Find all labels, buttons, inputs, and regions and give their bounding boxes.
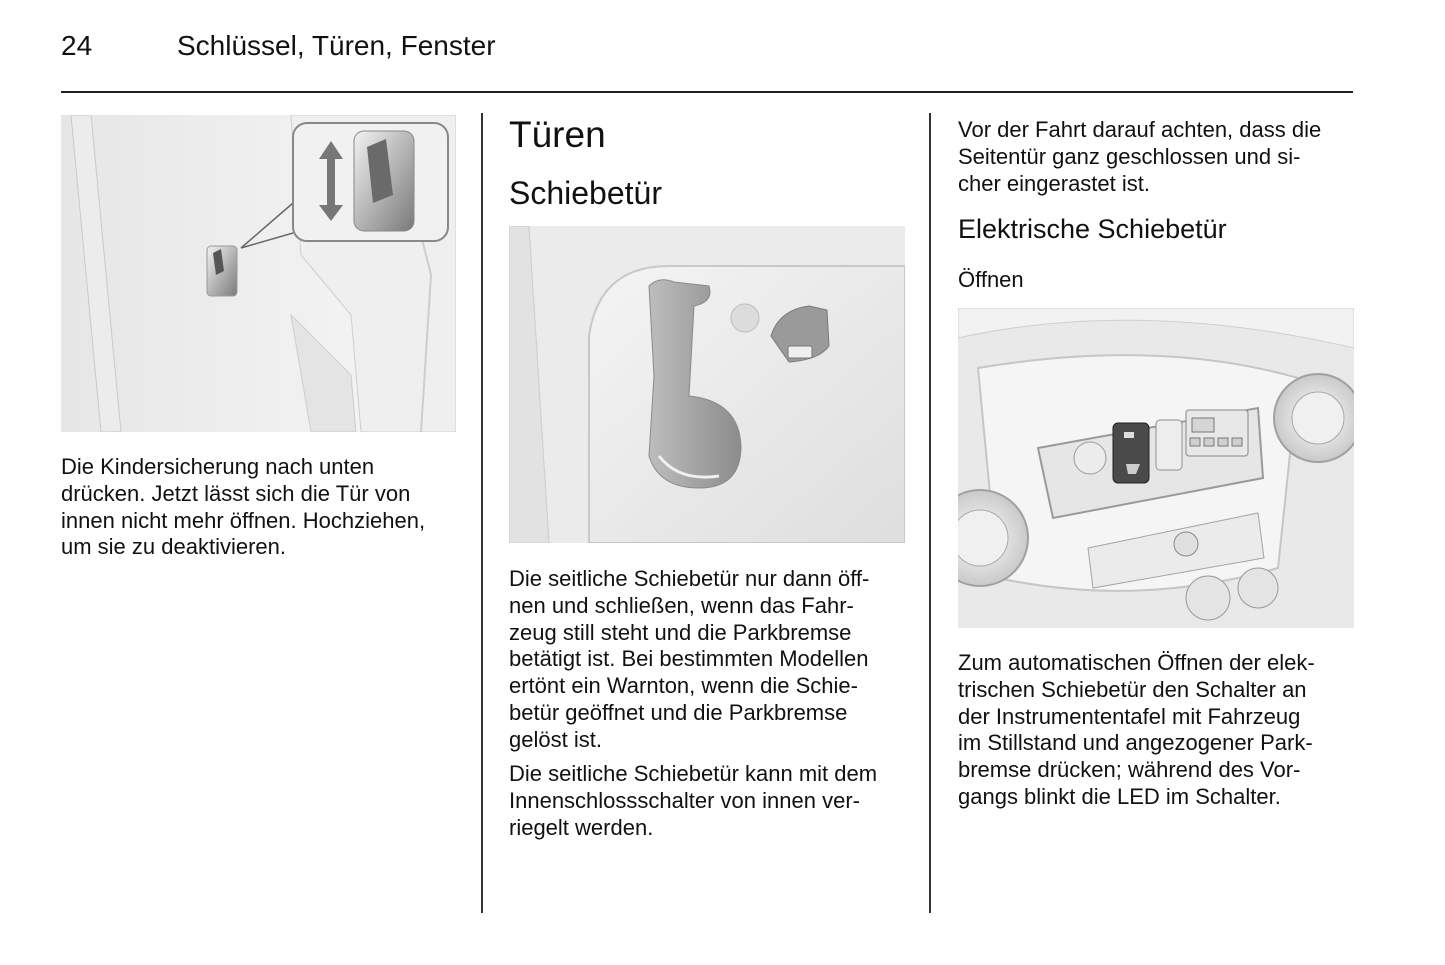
sliding-door-paragraph-2: Die seitliche Schiebetür kann mit dem Innenschlossschalter von innen ver- riegelt werden. (509, 761, 878, 840)
intro-paragraph: Vor der Fahrt darauf achten, dass die Seitentür ganz geschlossen und si- cher eingerastet ist. (958, 117, 1322, 196)
sliding-door-paragraph-1: Die seitliche Schiebetür nur dann öff- nen und schließen, wenn das Fahr- zeug still steht und die Parkbremse betätigt ist. Bei bestimmten Modellen ertönt ein Warnton, wenn die Schie- betür geöffnet und die Parkbremse gelöst ist. (509, 566, 870, 752)
electric-door-heading: Elektrische Schiebetür (958, 214, 1227, 244)
header-divider (61, 91, 1353, 93)
dashboard-switch-illustration (958, 308, 1354, 628)
open-subheading: Öffnen (958, 267, 1024, 292)
child-lock-paragraph: Die Kindersicherung nach unten drücken. Jetzt lässt sich die Tür von innen nicht mehr öffnen. Hochziehen, um sie zu deaktivieren. (61, 454, 426, 560)
column-divider-right (929, 113, 931, 913)
child-lock-illustration (61, 115, 456, 432)
electric-door-paragraph: Zum automatischen Öffnen der elek- trischen Schiebetür den Schalter an der Instrumententafel mit Fahrzeug im Stillstand und angezogener Park- bremse drücken; während des Vor- gangs blinkt die LED im Schalter. (958, 650, 1315, 809)
section-title: Türen (509, 114, 606, 155)
subsection-title: Schiebetür (509, 175, 662, 211)
sliding-door-handle-illustration (509, 226, 905, 543)
column-divider-left (481, 113, 483, 913)
chapter-title: Schlüssel, Türen, Fenster (177, 30, 496, 61)
page-number: 24 (61, 30, 93, 61)
